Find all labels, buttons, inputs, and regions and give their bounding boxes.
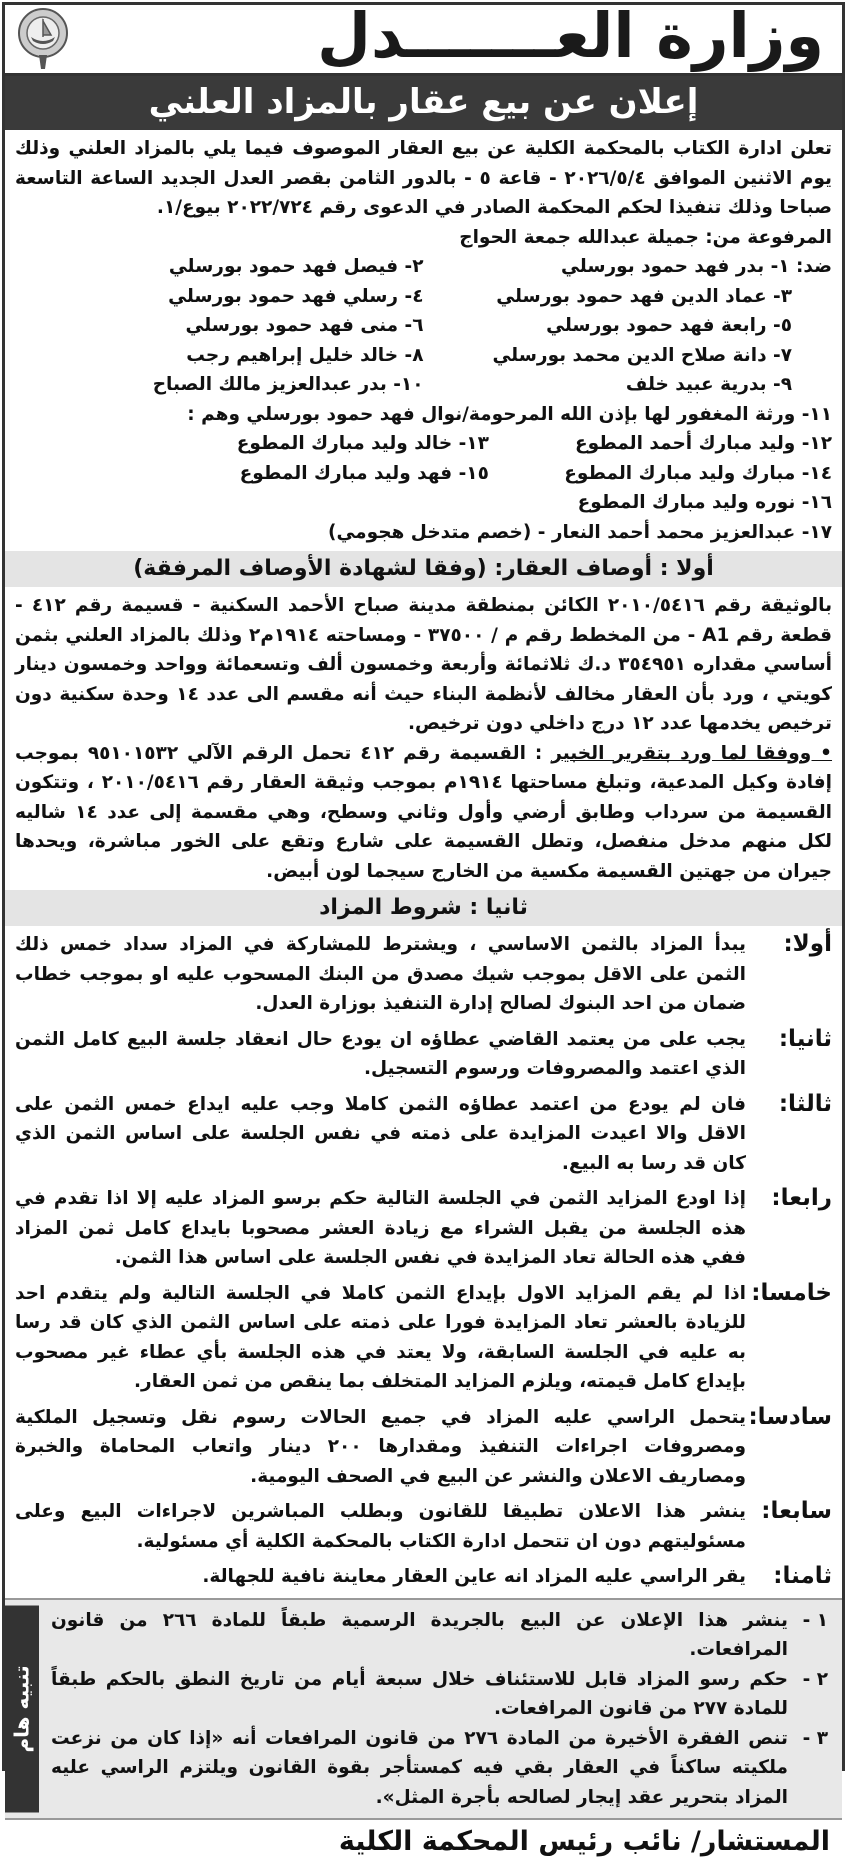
expert-report-text: : القسيمة رقم ٤١٢ تحمل الرقم الآلي ٩٥١٠١٥٣٢ بموجب إفادة وكيل المدعية، وتبلغ مساحتها ١٩١٤م بموجب وثيقة العقار رقم ٢٠١٠/٥٤١٦ ، وتتكون القسيمة من سرداب وطابق أرضي وأول وثاني وسطح، وهي مقسمة إلى عدد ١٤ شاليه لكل منهم مدخل منفصل، وتطل القسيمة على شارع وتقع على الخور مباشرة، ويحدها جيران من جهتين القسيمة مكسية من الخارج سيجما لون أبيض.: [15, 742, 832, 882]
intro-paragraph: تعلن ادارة الكتاب بالمحكمة الكلية عن بيع العقار الموصوف فيما يلي بالمزاد العلني وذلك يوم الاثنين الموافق ٢٠٢٦/٥/٤ - قاعة ٥ - بالدور الثامن بقصر العدل الجديد الساعة التاسعة صباحا وذلك تنفيذا لحكم المحكمة الصادر في الدعوى رقم ٢٠٢٢/٧٢٤ بيوع/١.: [15, 138, 832, 218]
heir-row: [15, 429, 832, 459]
signature: المستشار/ نائب رئيس المحكمة الكلية: [338, 1826, 830, 1857]
note-item: [51, 1724, 828, 1813]
note-item: [51, 1665, 828, 1724]
notes-list: [45, 1600, 842, 1819]
note-number: ٢ -: [802, 1668, 828, 1690]
ministry-title: وزارة العـــــــدل: [317, 0, 824, 72]
condition-text: يتحمل الراسي عليه المزاد في جميع الحالات رسوم نقل وتسجيل الملكية ومصروفات اجراءات التنفيذ ومقدارها ٢٠٠ دينار واتعاب المحاماة والخبرة ومصاريف الاعلان والنشر عن البيع في الصحف اليومية.: [15, 1406, 747, 1487]
condition-text: فان لم يودع من اعتمد عطاؤه الثمن كاملا وجب عليه ايداع خمس الثمن على الاقل والا اعيدت المزايدة على ذمته في نفس الجلسة على اساس الثمن الذي كان قد رسا به البيع.: [15, 1093, 746, 1174]
defendant: ٤- رسلي فهد حمود بورسلي: [168, 285, 424, 307]
note-text: حكم رسو المزاد قابل للاستئناف خلال سبعة أيام من تاريخ النطق بالحكم طبقاً للمادة ٢٧٧ من قانون المرافعات.: [51, 1668, 788, 1719]
defendant: ١٠- بدر عبدالعزيز مالك الصباح: [152, 374, 424, 395]
condition-label: رابعا:: [771, 1185, 832, 1211]
expert-report-lead: • ووفقا لما ورد بتقرير الخبير: [551, 742, 833, 764]
condition-text: اذا لم يقم المزايد الاول بإيداع الثمن كاملا في الجلسة التالية ولم يتقدم احد للزيادة بالعشر تعاد المزايدة فورا على ذمته على اساس الثمن الذي كان قد رسا به عليه في الجلسة السابقة، ولا يعتد في هذه الجلسة بأي عطاء غير مصحوب بإيداع كامل قيمته، ويلزم المزايد المتخلف بما ينقص من ثمن العقار.: [15, 1282, 746, 1392]
note-number: ٣ -: [802, 1727, 828, 1749]
defendant-row: [15, 311, 832, 341]
notes-label: تنبيه هام: [5, 1606, 39, 1813]
defendant: ١- بدر فهد حمود بورسلي: [561, 256, 790, 277]
condition-item: [15, 1090, 832, 1179]
defendant: ٥- رابعة فهد حمود بورسلي: [546, 315, 792, 336]
auction-notice: [2, 0, 845, 1857]
defendant-row: [15, 341, 832, 371]
condition-item: [15, 1025, 832, 1084]
condition-item: [15, 1403, 832, 1492]
defendant-row: [15, 370, 832, 400]
note-number: ١ -: [802, 1609, 828, 1631]
defendant: ٨- خالد خليل إبراهيم رجب: [186, 344, 424, 366]
note-text: ينشر هذا الإعلان عن البيع بالجريدة الرسمية طبقاً للمادة ٢٦٦ من قانون المرافعات.: [51, 1609, 788, 1660]
condition-text: يجب على من يعتمد القاضي عطاؤه ان يودع حال انعقاد جلسة البيع كامل الثمن الذي اعتمد والمصروفات ورسوم التسجيل.: [15, 1028, 746, 1079]
plaintiff: المرفوعة من: جميلة عبدالله جمعة الحواج: [459, 226, 832, 248]
heir: ١٥- فهد وليد مبارك المطوع: [239, 462, 489, 484]
defendant: ٦- منى فهد حمود بورسلي: [185, 315, 424, 336]
condition-text: إذا اودع المزايد الثمن في الجلسة التالية حكم برسو المزاد عليه إلا اذا تقدم في هذه الجلسة من يقبل الشراء مع زيادة العشر مصحوبا بايداع كامل ثمن المزاد ففي هذه الحالة تعاد المزايدة في نفس الجلسة على اساس هذا الثمن.: [15, 1188, 746, 1268]
heir: ١٣- خالد وليد مبارك المطوع: [236, 433, 489, 454]
intervener: ١٧- عبدالعزيز محمد أحمد النعار - (خصم متدخل هجومي): [327, 521, 832, 543]
condition-item: [15, 1184, 832, 1273]
heir: ١٢- وليد مبارك أحمد المطوع: [575, 433, 832, 454]
note-item: [51, 1606, 828, 1665]
conditions-list: [15, 930, 832, 1592]
defendant: ٣- عماد الدين فهد حمود بورسلي: [496, 285, 792, 307]
defendant: ٢- فيصل فهد حمود بورسلي: [168, 256, 424, 277]
condition-label: ثانيا:: [778, 1025, 832, 1052]
against-label: ضد:: [796, 256, 832, 277]
defendants-list: [15, 252, 832, 547]
notice-title: إعلان عن بيع عقار بالمزاد العلني: [5, 76, 842, 130]
condition-label: ثامنا:: [773, 1563, 832, 1589]
masthead: [5, 0, 842, 76]
defendant-row: [15, 252, 832, 282]
condition-label: سادسا:: [748, 1403, 832, 1430]
condition-item: [15, 1279, 832, 1397]
note-text: تنص الفقرة الأخيرة من المادة ٢٧٦ من قانون المرافعات أنه «إذا كان من نزعت ملكيته ساكناً في العقار بقي فيه كمستأجر بقوة القانون ويلتزم الراسي عليه المزاد بتحرير عقد إيجار لصالحه بأجرة المثل».: [51, 1727, 788, 1808]
expert-report: [15, 739, 832, 887]
heir: ١٦- نوره وليد مبارك المطوع: [577, 492, 832, 513]
heir: ١٤- مبارك وليد مبارك المطوع: [564, 462, 832, 484]
condition-text: يبدأ المزاد بالثمن الاساسي ، ويشترط للمشاركة في المزاد سداد خمس ذلك الثمن على الاقل بموجب شيك مصدق من البنك المسحوب عليه او بموجب خطاب ضمان من احد البنوك لصالح إدارة التنفيذ بوزارة العدل.: [15, 934, 746, 1014]
condition-item: [15, 1497, 832, 1556]
condition-label: ثالثا:: [778, 1090, 832, 1117]
property-description: بالوثيقة رقم ٢٠١٠/٥٤١٦ الكائن بمنطقة مدينة صباح الأحمد السكنية - قسيمة رقم ٤١٢ - قطعة رقم A1 - من المخطط رقم م / ٣٧٥٠٠ - ومساحته ١٩١٤م٢ وذلك بالمزاد العلني بثمن أساسي مقداره ٣٥٤٩٥١ د.ك ثلاثمائة وأربعة وخمسون ألف وتسعمائة وواحد وخمسون دينار كويتي ، ورد بأن العقار مخالف لأنظمة البناء حيث أنه مقسم الى عدد ١٤ وحدة سكنية دون ترخيص يخدمها عدد ١٢ درج داخلي دون ترخيص.: [15, 595, 833, 734]
defendant: ٩- بدرية عبيد خلف: [625, 374, 792, 395]
condition-label: سابعا:: [761, 1498, 832, 1524]
condition-item: [15, 930, 832, 1019]
notes-box: [5, 1598, 842, 1821]
section-header-property: أولا : أوصاف العقار: (وفقا لشهادة الأوصاف المرفقة): [5, 551, 842, 587]
condition-text: يقر الراسي عليه المزاد انه عاين العقار معاينة نافية للجهالة.: [202, 1566, 746, 1587]
defendant: ٧- دانة صلاح الدين محمد بورسلي: [492, 344, 792, 366]
condition-item: [15, 1562, 832, 1592]
state-emblem-icon: [13, 7, 73, 71]
condition-label: أولا:: [783, 931, 832, 957]
condition-label: خامسا:: [751, 1279, 832, 1306]
section-header-conditions: ثانيا : شروط المزاد: [5, 890, 842, 926]
heirs-line: ١١- ورثة المغفور لها بإذن الله المرحومة/نوال فهد حمود بورسلي وهم :: [187, 403, 832, 425]
defendant-row: [15, 282, 832, 312]
heir-row: [15, 459, 832, 489]
condition-text: ينشر هذا الاعلان تطبيقا للقانون وبطلب المباشرين لاجراءات البيع وعلى مسئوليتهم دون ان تتحمل ادارة الكتاب بالمحكمة الكلية أي مسئولية.: [15, 1501, 746, 1552]
